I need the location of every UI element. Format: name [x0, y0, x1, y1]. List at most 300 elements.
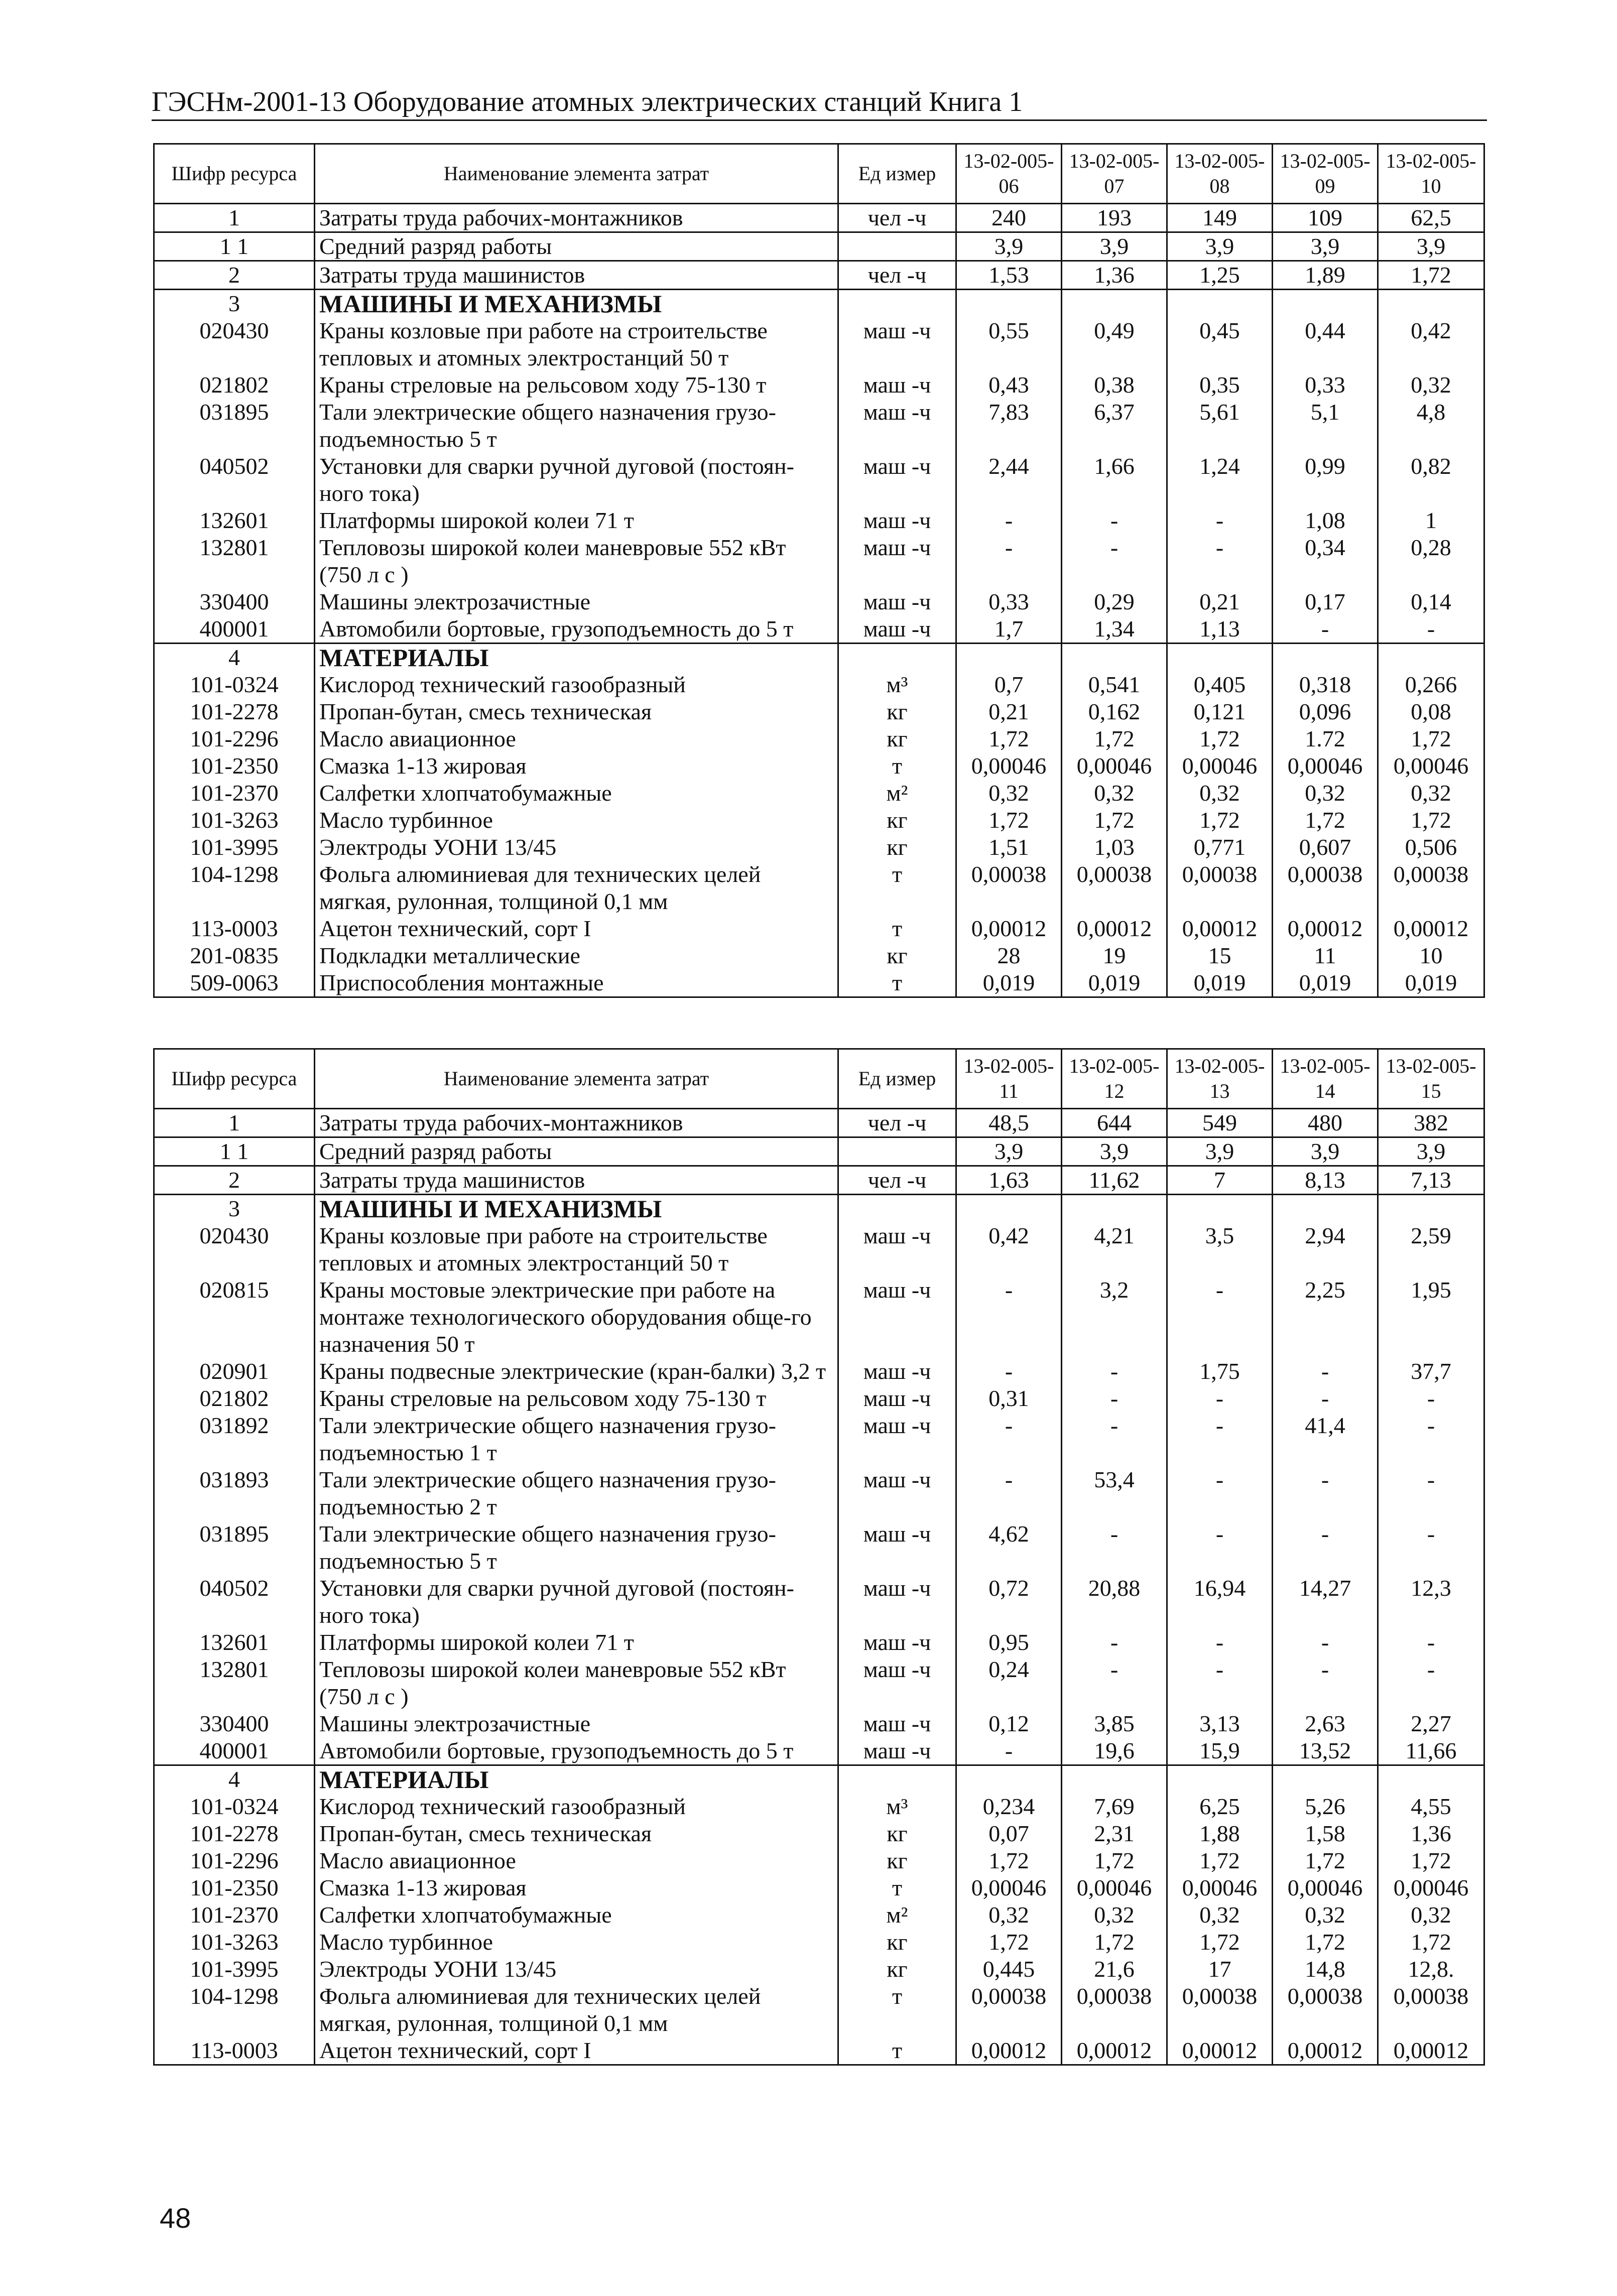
- norm-value: 6,25: [1167, 1793, 1273, 1820]
- norm-value: 3,9: [956, 232, 1062, 261]
- norm-value: 2,44: [956, 453, 1062, 507]
- norm-value: 7: [1167, 1166, 1273, 1195]
- norm-value: 0,00012: [1062, 915, 1167, 942]
- norm-value: 644: [1062, 1109, 1167, 1137]
- column-header: Шифр ресурса: [154, 144, 315, 204]
- resource-table-1: [153, 143, 1485, 998]
- unit-of-measure: кг: [838, 1820, 956, 1847]
- norm-value: -: [956, 534, 1062, 588]
- norm-value: -: [956, 1466, 1062, 1520]
- norm-value: 0,44: [1273, 317, 1378, 371]
- norm-value: 1,72: [1378, 1929, 1484, 1956]
- resource-code: 020430: [154, 317, 315, 371]
- norm-value: 0,33: [956, 588, 1062, 615]
- norm-value: 1,72: [1062, 1847, 1167, 1874]
- resource-name: Масло авиационное: [315, 1847, 838, 1874]
- table-row: [154, 1956, 1484, 1983]
- unit-of-measure: [838, 1765, 956, 1794]
- norm-value: 0,00046: [956, 752, 1062, 780]
- unit-of-measure: маш -ч: [838, 1222, 956, 1277]
- norm-value: 0,24: [956, 1656, 1062, 1710]
- norm-value: 1,25: [1167, 261, 1273, 290]
- table-row: [154, 534, 1484, 588]
- norm-value: [1062, 1195, 1167, 1223]
- page-header-title: ГЭСНм-2001-13 Оборудование атомных электрических станций Книга 1: [152, 86, 1023, 117]
- norm-value: 11,62: [1062, 1166, 1167, 1195]
- norm-value: 0,95: [956, 1629, 1062, 1656]
- norm-value: 13,52: [1273, 1737, 1378, 1765]
- norm-value: 0,43: [956, 371, 1062, 399]
- norm-value: 1,53: [956, 261, 1062, 290]
- norm-value: 0,00046: [1062, 1874, 1167, 1901]
- resource-name: Фольга алюминиевая для технических целей мягкая, рулонная, толщиной 0,1 мм: [315, 1983, 838, 2037]
- norm-value: -: [1167, 1520, 1273, 1575]
- resource-name: Затраты труда машинистов: [315, 1166, 838, 1195]
- resource-name: Машины электрозачистные: [315, 1710, 838, 1737]
- table-row: [154, 1137, 1484, 1166]
- norm-value: 0,00012: [1273, 2037, 1378, 2065]
- unit-of-measure: т: [838, 2037, 956, 2065]
- resource-name: Тали электрические общего назначения грузо-подъемностью 5 т: [315, 1520, 838, 1575]
- table-row: [154, 371, 1484, 399]
- norm-value: 240: [956, 204, 1062, 232]
- norm-value: 0,32: [1378, 371, 1484, 399]
- norm-value: 1,72: [1378, 725, 1484, 752]
- resource-name: Средний разряд работы: [315, 1137, 838, 1166]
- unit-of-measure: чел -ч: [838, 1109, 956, 1137]
- norm-value: 1,72: [1273, 1847, 1378, 1874]
- norm-value: 11: [1273, 942, 1378, 969]
- norm-value: 0,019: [1062, 969, 1167, 997]
- section-title: МАТЕРИАЛЫ: [315, 1765, 838, 1794]
- norm-value: 5,61: [1167, 399, 1273, 453]
- resource-name: Затраты труда рабочих-монтажников: [315, 204, 838, 232]
- norm-value: 0,00038: [1167, 1983, 1273, 2037]
- norm-value: 0,29: [1062, 588, 1167, 615]
- table-row: [154, 1109, 1484, 1137]
- norm-value: 149: [1167, 204, 1273, 232]
- resource-code: 132801: [154, 1656, 315, 1710]
- table-row: [154, 1656, 1484, 1710]
- norm-value: -: [956, 507, 1062, 534]
- norm-value: 0,32: [1062, 780, 1167, 807]
- norm-value: 19,6: [1062, 1737, 1167, 1765]
- norm-value: [1378, 1765, 1484, 1794]
- norm-value: 0,266: [1378, 671, 1484, 698]
- norm-value: [1273, 1195, 1378, 1223]
- norm-value: 0,14: [1378, 588, 1484, 615]
- norm-value: 0,00012: [1273, 915, 1378, 942]
- resource-code: 101-2278: [154, 1820, 315, 1847]
- norm-value: 0,607: [1273, 834, 1378, 861]
- norm-value: -: [1062, 1520, 1167, 1575]
- norm-value: 1,03: [1062, 834, 1167, 861]
- resource-name: Средний разряд работы: [315, 232, 838, 261]
- table-row: [154, 752, 1484, 780]
- norm-value: -: [956, 1277, 1062, 1358]
- norm-value: 5,1: [1273, 399, 1378, 453]
- unit-of-measure: маш -ч: [838, 588, 956, 615]
- norm-value: 1,36: [1062, 261, 1167, 290]
- table-row: [154, 1901, 1484, 1929]
- norm-value: 41,4: [1273, 1412, 1378, 1466]
- norm-value: 0,00046: [1378, 1874, 1484, 1901]
- column-header: 13-02-005-14: [1273, 1049, 1378, 1109]
- unit-of-measure: маш -ч: [838, 507, 956, 534]
- resource-name: Краны козловые при работе на строительстве тепловых и атомных электростанций 50 т: [315, 317, 838, 371]
- resource-name: Платформы широкой колеи 71 т: [315, 507, 838, 534]
- norm-value: 4,8: [1378, 399, 1484, 453]
- norm-value: 0,00038: [1062, 861, 1167, 915]
- unit-of-measure: чел -ч: [838, 204, 956, 232]
- norm-value: 0,096: [1273, 698, 1378, 725]
- resource-code: 021802: [154, 1385, 315, 1412]
- norm-value: -: [1167, 1385, 1273, 1412]
- norm-value: 1,72: [1062, 725, 1167, 752]
- resource-name: Автомобили бортовые, грузоподъемность до 5 т: [315, 615, 838, 644]
- norm-value: 3,13: [1167, 1710, 1273, 1737]
- unit-of-measure: м²: [838, 780, 956, 807]
- unit-of-measure: маш -ч: [838, 1520, 956, 1575]
- norm-value: 0,00038: [1378, 1983, 1484, 2037]
- table-row: [154, 1847, 1484, 1874]
- norm-value: 0,32: [1062, 1901, 1167, 1929]
- resource-code: 201-0835: [154, 942, 315, 969]
- table-row: [154, 1222, 1484, 1277]
- unit-of-measure: кг: [838, 1929, 956, 1956]
- norm-value: 3,9: [1167, 232, 1273, 261]
- resource-code: 400001: [154, 615, 315, 644]
- norm-value: 0,00038: [1273, 1983, 1378, 2037]
- norm-value: -: [1273, 1466, 1378, 1520]
- norm-value: 0,07: [956, 1820, 1062, 1847]
- norm-value: 0,00038: [1167, 861, 1273, 915]
- table-row: [154, 915, 1484, 942]
- norm-value: 8,13: [1273, 1166, 1378, 1195]
- norm-value: 0,00038: [956, 1983, 1062, 2037]
- unit-of-measure: м³: [838, 1793, 956, 1820]
- table-row: [154, 1385, 1484, 1412]
- norm-value: 1,7: [956, 615, 1062, 644]
- norm-value: 3,9: [956, 1137, 1062, 1166]
- norm-value: 0,32: [1378, 780, 1484, 807]
- norm-value: 0,234: [956, 1793, 1062, 1820]
- norm-value: 0,72: [956, 1575, 1062, 1629]
- column-header: 13-02-005-06: [956, 144, 1062, 204]
- table-row: [154, 1929, 1484, 1956]
- norm-value: 3,9: [1378, 232, 1484, 261]
- norm-value: 2,94: [1273, 1222, 1378, 1277]
- unit-of-measure: кг: [838, 1847, 956, 1874]
- norm-value: 0,08: [1378, 698, 1484, 725]
- resource-name: Масло авиационное: [315, 725, 838, 752]
- resource-code: 113-0003: [154, 2037, 315, 2065]
- norm-value: 48,5: [956, 1109, 1062, 1137]
- resource-name: Тали электрические общего назначения грузо-подъемностью 1 т: [315, 1412, 838, 1466]
- norm-value: 2,27: [1378, 1710, 1484, 1737]
- norm-value: -: [1273, 1520, 1378, 1575]
- norm-value: -: [1378, 1656, 1484, 1710]
- norm-value: 0,00046: [1273, 1874, 1378, 1901]
- norm-value: 1,72: [956, 1847, 1062, 1874]
- norm-value: 0,31: [956, 1385, 1062, 1412]
- unit-of-measure: маш -ч: [838, 534, 956, 588]
- norm-value: 0,49: [1062, 317, 1167, 371]
- column-header: 13-02-005-15: [1378, 1049, 1484, 1109]
- norm-value: 0,34: [1273, 534, 1378, 588]
- column-header: 13-02-005-10: [1378, 144, 1484, 204]
- norm-value: -: [1167, 1656, 1273, 1710]
- norm-value: 1,72: [1167, 1847, 1273, 1874]
- resource-name: Салфетки хлопчатобумажные: [315, 1901, 838, 1929]
- norm-value: 1,34: [1062, 615, 1167, 644]
- resource-name: Автомобили бортовые, грузоподъемность до 5 т: [315, 1737, 838, 1765]
- resource-name: Подкладки металлические: [315, 942, 838, 969]
- unit-of-measure: маш -ч: [838, 1629, 956, 1656]
- norm-value: 4,55: [1378, 1793, 1484, 1820]
- norm-value: 0,21: [1167, 588, 1273, 615]
- norm-value: 3,9: [1273, 232, 1378, 261]
- column-header: 13-02-005-11: [956, 1049, 1062, 1109]
- norm-value: 0,32: [1167, 1901, 1273, 1929]
- norm-value: 0,99: [1273, 453, 1378, 507]
- norm-value: 0,35: [1167, 371, 1273, 399]
- resource-name: Краны козловые при работе на строительстве тепловых и атомных электростанций 50 т: [315, 1222, 838, 1277]
- table-row: [154, 942, 1484, 969]
- table-row: [154, 1358, 1484, 1385]
- column-header: 13-02-005-09: [1273, 144, 1378, 204]
- norm-value: 0,7: [956, 671, 1062, 698]
- norm-value: 1,08: [1273, 507, 1378, 534]
- norm-value: 0,00012: [956, 915, 1062, 942]
- norm-value: 0,32: [956, 780, 1062, 807]
- resource-code: 020815: [154, 1277, 315, 1358]
- table-row: [154, 507, 1484, 534]
- norm-value: 14,27: [1273, 1575, 1378, 1629]
- table-row: [154, 725, 1484, 752]
- table-row: [154, 1793, 1484, 1820]
- norm-value: 0,00038: [1273, 861, 1378, 915]
- unit-of-measure: [838, 1195, 956, 1223]
- norm-value: [956, 644, 1062, 672]
- table-row: [154, 588, 1484, 615]
- norm-value: 0,318: [1273, 671, 1378, 698]
- norm-value: [1273, 290, 1378, 318]
- column-header: Наименование элемента затрат: [315, 144, 838, 204]
- norm-value: 0,00012: [1167, 2037, 1273, 2065]
- norm-value: 0,00038: [956, 861, 1062, 915]
- table-row: [154, 834, 1484, 861]
- norm-value: 0,019: [1378, 969, 1484, 997]
- table-row: [154, 1412, 1484, 1466]
- norm-value: 7,69: [1062, 1793, 1167, 1820]
- resource-code: 101-0324: [154, 1793, 315, 1820]
- table-row: [154, 615, 1484, 644]
- unit-of-measure: т: [838, 915, 956, 942]
- unit-of-measure: кг: [838, 698, 956, 725]
- resource-code: 101-0324: [154, 671, 315, 698]
- table-row: [154, 1520, 1484, 1575]
- resource-name: Краны стреловые на рельсовом ходу 75-130 т: [315, 1385, 838, 1412]
- norm-value: 0,00046: [1378, 752, 1484, 780]
- norm-value: 0,405: [1167, 671, 1273, 698]
- resource-code: 113-0003: [154, 915, 315, 942]
- resource-name: Кислород технический газообразный: [315, 1793, 838, 1820]
- table-row: [154, 261, 1484, 290]
- norm-value: 12,8.: [1378, 1956, 1484, 1983]
- norm-value: 0,42: [956, 1222, 1062, 1277]
- table-row: [154, 698, 1484, 725]
- unit-of-measure: маш -ч: [838, 1358, 956, 1385]
- norm-value: 21,6: [1062, 1956, 1167, 1983]
- norm-value: -: [1062, 1629, 1167, 1656]
- norm-value: -: [956, 1412, 1062, 1466]
- norm-value: 0,17: [1273, 588, 1378, 615]
- resource-code: 132801: [154, 534, 315, 588]
- norm-value: 0,28: [1378, 534, 1484, 588]
- table-header-row: [154, 144, 1484, 204]
- resource-code: 132601: [154, 507, 315, 534]
- norm-value: 3,2: [1062, 1277, 1167, 1358]
- unit-of-measure: маш -ч: [838, 371, 956, 399]
- resource-name: Машины электрозачистные: [315, 588, 838, 615]
- norm-value: 549: [1167, 1109, 1273, 1137]
- resource-name: Кислород технический газообразный: [315, 671, 838, 698]
- norm-value: 1,72: [1273, 1929, 1378, 1956]
- resource-name: Тали электрические общего назначения грузо-подъемностью 2 т: [315, 1466, 838, 1520]
- norm-value: 28: [956, 942, 1062, 969]
- resource-name: Смазка 1-13 жировая: [315, 1874, 838, 1901]
- norm-value: 62,5: [1378, 204, 1484, 232]
- unit-of-measure: кг: [838, 834, 956, 861]
- norm-value: -: [1167, 534, 1273, 588]
- norm-value: 17: [1167, 1956, 1273, 1983]
- norm-value: [1378, 644, 1484, 672]
- unit-of-measure: [838, 232, 956, 261]
- norm-value: 2,31: [1062, 1820, 1167, 1847]
- norm-value: -: [956, 1737, 1062, 1765]
- norm-value: 382: [1378, 1109, 1484, 1137]
- resource-name: Пропан-бутан, смесь техническая: [315, 698, 838, 725]
- resource-name: Затраты труда рабочих-монтажников: [315, 1109, 838, 1137]
- resource-code: 101-2350: [154, 1874, 315, 1901]
- unit-of-measure: чел -ч: [838, 1166, 956, 1195]
- unit-of-measure: кг: [838, 1956, 956, 1983]
- table-row: [154, 2037, 1484, 2065]
- norm-value: 14,8: [1273, 1956, 1378, 1983]
- table-row: [154, 969, 1484, 997]
- norm-value: 0,00038: [1378, 861, 1484, 915]
- norm-value: -: [1062, 1656, 1167, 1710]
- table-row: [154, 1820, 1484, 1847]
- norm-value: [1378, 1195, 1484, 1223]
- resource-code: 3: [154, 290, 315, 318]
- norm-value: 7,83: [956, 399, 1062, 453]
- resource-name: Масло турбинное: [315, 807, 838, 834]
- resource-name: Краны подвесные электрические (кран-балки) 3,2 т: [315, 1358, 838, 1385]
- norm-value: 0,00038: [1062, 1983, 1167, 2037]
- norm-value: 0,00012: [1167, 915, 1273, 942]
- norm-value: -: [1378, 1629, 1484, 1656]
- unit-of-measure: кг: [838, 942, 956, 969]
- section-title: МАШИНЫ И МЕХАНИЗМЫ: [315, 290, 838, 318]
- norm-value: [1167, 644, 1273, 672]
- unit-of-measure: кг: [838, 725, 956, 752]
- norm-value: [1167, 1765, 1273, 1794]
- section-title: МАТЕРИАЛЫ: [315, 644, 838, 672]
- resource-code: 101-3995: [154, 1956, 315, 1983]
- resource-name: Установки для сварки ручной дуговой (постоян-ного тока): [315, 453, 838, 507]
- norm-value: [956, 1195, 1062, 1223]
- norm-value: 3,9: [1378, 1137, 1484, 1166]
- norm-value: 1,72: [1273, 807, 1378, 834]
- table-header-row: [154, 1049, 1484, 1109]
- norm-value: 0,21: [956, 698, 1062, 725]
- norm-value: 2,25: [1273, 1277, 1378, 1358]
- norm-value: -: [1273, 1385, 1378, 1412]
- resource-code: 021802: [154, 371, 315, 399]
- unit-of-measure: маш -ч: [838, 615, 956, 644]
- norm-value: 0,506: [1378, 834, 1484, 861]
- resource-code: 101-3263: [154, 807, 315, 834]
- unit-of-measure: т: [838, 969, 956, 997]
- resource-code: 020901: [154, 1358, 315, 1385]
- norm-value: 10: [1378, 942, 1484, 969]
- column-header: Наименование элемента затрат: [315, 1049, 838, 1109]
- table-row: [154, 1874, 1484, 1901]
- resource-code: 1 1: [154, 1137, 315, 1166]
- column-header: Ед измер: [838, 1049, 956, 1109]
- unit-of-measure: маш -ч: [838, 1710, 956, 1737]
- unit-of-measure: кг: [838, 807, 956, 834]
- norm-value: 0,32: [1167, 780, 1273, 807]
- norm-value: 1,72: [1378, 807, 1484, 834]
- resource-code: 1: [154, 204, 315, 232]
- norm-value: 0,00046: [1167, 1874, 1273, 1901]
- norm-value: -: [1378, 1466, 1484, 1520]
- norm-value: 1,72: [1062, 807, 1167, 834]
- resource-code: 132601: [154, 1629, 315, 1656]
- resource-name: Фольга алюминиевая для технических целей мягкая, рулонная, толщиной 0,1 мм: [315, 861, 838, 915]
- unit-of-measure: маш -ч: [838, 1575, 956, 1629]
- resource-code: 509-0063: [154, 969, 315, 997]
- resource-name: Краны мостовые электрические при работе на монтаже технологического оборудования обще-го назначения 50 т: [315, 1277, 838, 1358]
- norm-value: -: [1167, 1629, 1273, 1656]
- norm-value: 1,72: [1167, 807, 1273, 834]
- resource-code: 4: [154, 644, 315, 672]
- resource-code: 101-3995: [154, 834, 315, 861]
- resource-code: 020430: [154, 1222, 315, 1277]
- unit-of-measure: маш -ч: [838, 399, 956, 453]
- norm-value: -: [1167, 1466, 1273, 1520]
- unit-of-measure: м³: [838, 671, 956, 698]
- norm-value: -: [1378, 1520, 1484, 1575]
- norm-value: 15,9: [1167, 1737, 1273, 1765]
- norm-value: -: [1273, 615, 1378, 644]
- norm-value: 3,85: [1062, 1710, 1167, 1737]
- norm-value: [1062, 290, 1167, 318]
- resource-name: Смазка 1-13 жировая: [315, 752, 838, 780]
- norm-value: 0,019: [1167, 969, 1273, 997]
- norm-value: 1,88: [1167, 1820, 1273, 1847]
- unit-of-measure: [838, 1137, 956, 1166]
- norm-value: 7,13: [1378, 1166, 1484, 1195]
- section-header-row: [154, 1765, 1484, 1794]
- resource-name: Приспособления монтажные: [315, 969, 838, 997]
- resource-code: 1: [154, 1109, 315, 1137]
- norm-value: 15: [1167, 942, 1273, 969]
- norm-value: -: [1378, 1385, 1484, 1412]
